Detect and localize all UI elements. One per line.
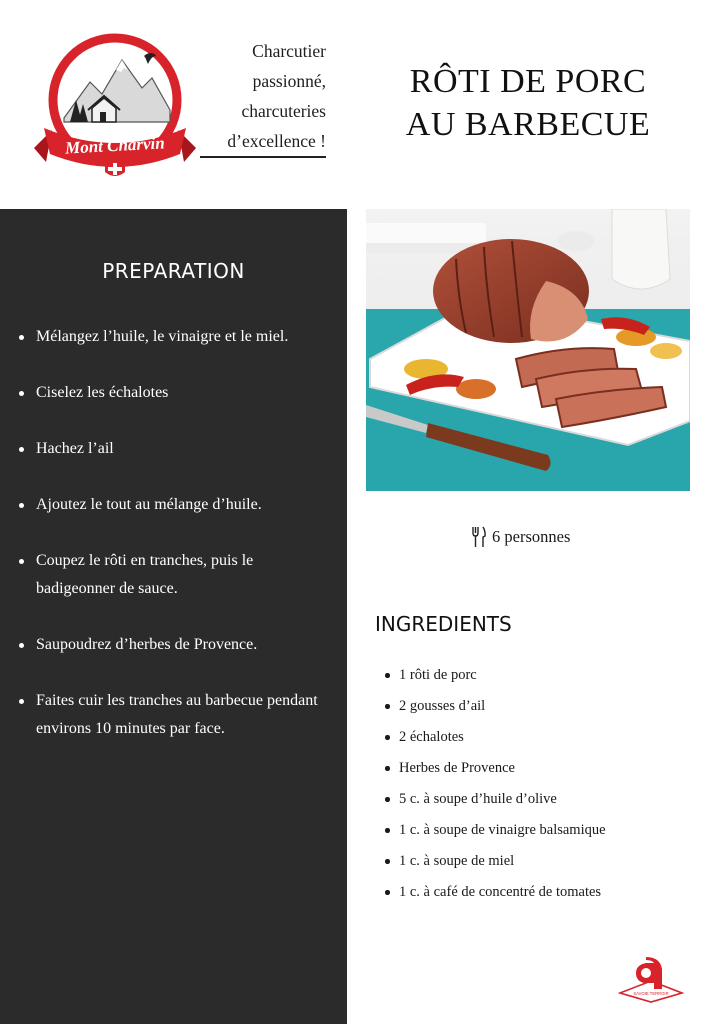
tagline-line: charcuteries [241, 101, 326, 121]
ingredient-item: 1 c. à soupe de miel [375, 846, 695, 877]
fork-knife-icon [472, 526, 486, 548]
preparation-step: Coupez le rôti en tranches, puis le badigeonner de sauce. [0, 547, 330, 603]
preparation-step: Ciselez les échalotes [0, 379, 330, 407]
ingredients-heading: INGREDIENTS [375, 612, 512, 636]
savoie-terroir-logo [618, 955, 684, 1003]
mont-charvin-logo [30, 30, 200, 180]
servings-label: 6 personnes [492, 527, 571, 546]
title-line: RÔTI DE PORC [409, 63, 647, 100]
preparation-panel [0, 209, 347, 1024]
tagline-divider [200, 156, 326, 158]
ingredients-list [375, 660, 695, 908]
preparation-step: Hachez l’ail [0, 435, 330, 463]
ingredient-item: 2 gousses d’ail [375, 691, 695, 722]
preparation-step: Faites cuir les tranches au barbecue pendant environs 10 minutes par face. [0, 687, 330, 743]
preparation-steps [0, 323, 330, 771]
servings [472, 525, 570, 549]
ingredient-item: 2 échalotes [375, 722, 695, 753]
brand-tagline [200, 36, 326, 156]
ingredient-item: 5 c. à soupe d’huile d’olive [375, 784, 695, 815]
logo-wordmark: Mont Charvin [64, 133, 166, 158]
ingredient-item: 1 c. à soupe de vinaigre balsamique [375, 815, 695, 846]
ingredient-item: Herbes de Provence [375, 753, 695, 784]
footer-logo-text: SAVOIE TERROIR [633, 991, 669, 996]
tagline-line: passionné, [252, 71, 326, 91]
title-line: AU BARBECUE [405, 106, 651, 143]
ingredient-item: 1 rôti de porc [375, 660, 695, 691]
preparation-step: Saupoudrez d’herbes de Provence. [0, 631, 330, 659]
preparation-step: Ajoutez le tout au mélange d’huile. [0, 491, 330, 519]
tagline-line: d’excellence ! [227, 131, 326, 151]
tagline-line: Charcutier [252, 41, 326, 61]
ingredient-item: 1 c. à café de concentré de tomates [375, 877, 695, 908]
roast-pork-photo [366, 209, 690, 491]
recipe-title [372, 60, 684, 146]
preparation-heading: PREPARATION [102, 259, 245, 283]
preparation-step: Mélangez l’huile, le vinaigre et le miel. [0, 323, 330, 351]
